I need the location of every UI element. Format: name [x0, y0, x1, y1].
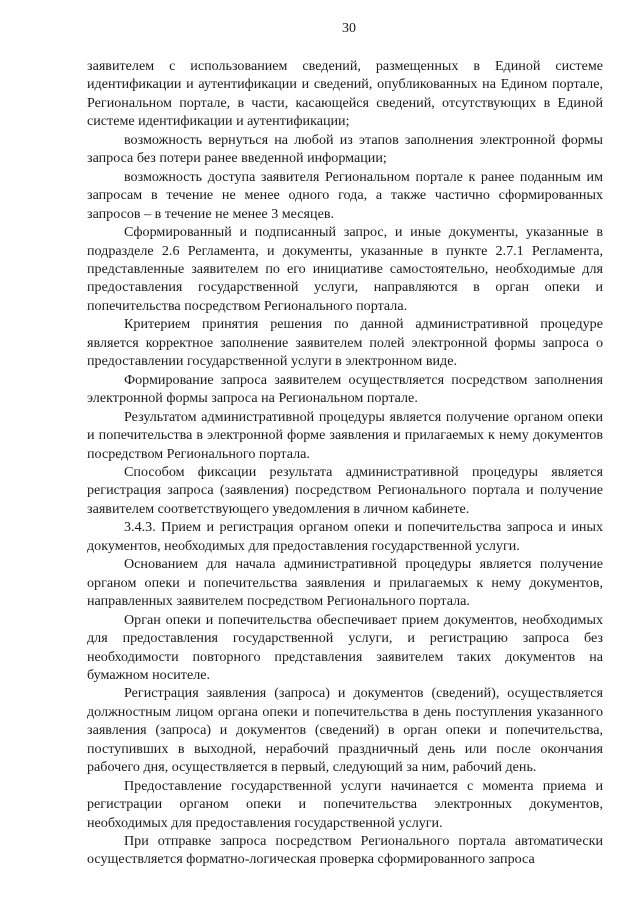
paragraph-14: При отправке запроса посредством Регионального портала автоматически осуществляется форматно-логическая проверка сформированного запроса — [87, 833, 603, 868]
paragraph-10: Основанием для начала административной процедуры является получение органом опеки и попечительства заявления и прилагаемых к нему документов, направленных заявителем посредством Регионального портала. — [87, 556, 603, 610]
paragraph-6: Формирование запроса заявителем осуществляется посредством заполнения электронной формы запроса на Региональном портале. — [87, 371, 603, 407]
paragraph-1: заявителем с использованием сведений, размещенных в Единой системе идентификации и аутентификации и сведений, опубликованных на Едином портале, Региональном портале, в части, касающейся сведений, отсутствующих в Единой системе идентификации и аутентификации; — [87, 58, 603, 130]
paragraph-11: Орган опеки и попечительства обеспечивает прием документов, необходимых для предоставления государственной услуги, и регистрацию запроса без необходимости повторного представления заявителем таких документов на бумажном носителе. — [87, 611, 603, 683]
paragraph-4: Сформированный и подписанный запрос, и иные документы, указанные в подразделе 2.6 Регламента, и документы, указанные в пункте 2.7.1 Регламента, представленные заявителем по его инициативе самостоятельно, необходимые для предоставления государственной услуги, направляются в орган опеки и попечительства посредством Регионального портала. — [87, 224, 603, 314]
paragraph-13: Предоставление государственной услуги начинается с момента приема и регистрации органом опеки и попечительства электронных документов, необходимых для предоставления государственной услуги. — [87, 777, 603, 831]
paragraph-7: Результатом административной процедуры является получение органом опеки и попечительства в электронной форме заявления и прилагаемых к нему документов посредством Регионального портала. — [87, 408, 603, 462]
paragraph-5: Критерием принятия решения по данной административной процедуре является корректное заполнение заявителем полей электронной формы запроса о предоставлении государственной услуги в электронном виде. — [87, 316, 603, 370]
paragraph-12: Регистрация заявления (запроса) и документов (сведений), осуществляется должностным лицом органа опеки и попечительства в день поступления указанного заявления (запроса) и документов (сведений) в орган опеки и попечительства, поступивших в выходной, нерабочий праздничный день или после окончания рабочего дня, осуществляется в первый, следующий за ним, рабочий день. — [87, 685, 603, 776]
paragraph-2: возможность вернуться на любой из этапов заполнения электронной формы запроса без потери ранее введенной информации; — [87, 131, 603, 167]
paragraph-3: возможность доступа заявителя Региональном портале к ранее поданным им запросам в течение не менее одного года, а также частично сформированных запросов – в течение не менее 3 месяцев. — [87, 168, 603, 222]
section-heading-3-4-3: 3.4.3. Прием и регистрация органом опеки и попечительства запроса и иных документов, необходимых для предоставления государственной услуги. — [87, 519, 603, 554]
page-number: 30 — [342, 21, 356, 36]
paragraph-8: Способом фиксации результата административной процедуры является регистрация запроса (заявления) посредством Регионального портала и получение заявителем соответствующего уведомления в личном кабинете. — [87, 463, 603, 517]
